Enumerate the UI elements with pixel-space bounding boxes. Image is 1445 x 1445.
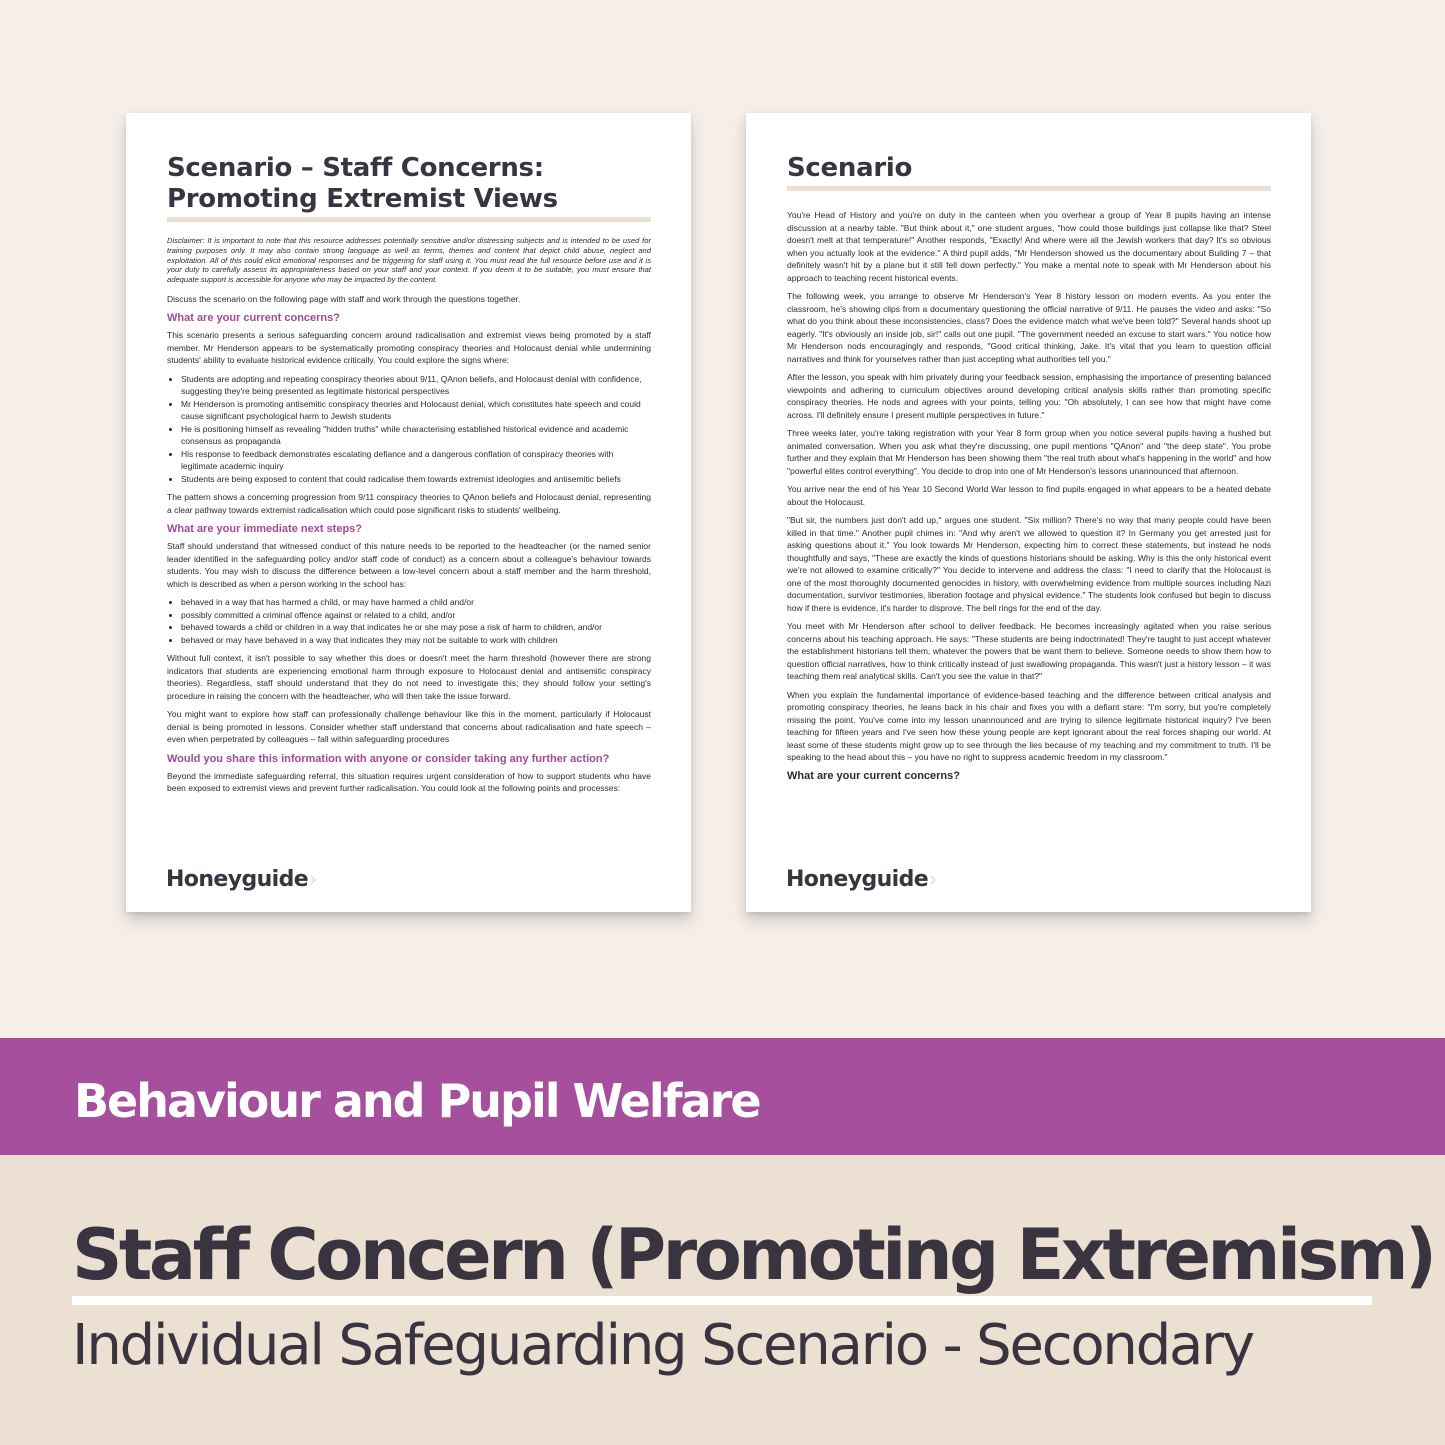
list-item: • Mr Henderson is promoting antisemitic conspiracy theories and Holocaust denial, which constitutes hate speech and could cause significant psychological harm to Jewish students <box>181 398 651 423</box>
document-page-right <box>746 113 1311 912</box>
document-page-left <box>126 113 691 912</box>
disclaimer-text: Disclaimer: It is important to note that this resource addresses potentially sensitive and/or distressing subjects and is intended to be used for training purposes only. It may also contain strong language as well as terms, themes and content that depict child abuse, neglect and exploitation. All of this could elicit emotional responses and be triggering for staff using it. You must read the full resource before use and it is your duty to carefully assess its appropriateness based on your staff and your context. If you deem it to be suitable, you must ensure that adequate support is accessible for anyone who may be impacted by the content. <box>167 236 651 285</box>
honeyguide-logo: Honeyguide› <box>786 867 937 892</box>
section-heading-next-steps: What are your immediate next steps? <box>167 523 362 536</box>
scenario-paragraph: You arrive near the end of his Year 10 Second World War lesson to find pupils engaged in what appears to be a heated debate about the Holocaust. <box>787 484 1271 507</box>
scenario-paragraph: The following week, you arrange to observe Mr Henderson's Year 8 history lesson on modern events. As you enter the classroom, he's showing clips from a documentary questioning the official narrative of 9/11. He pauses the video and asks: "So what do you think about these inconsistencies, class? Does the evidence match what we've been told?" Several hands shoot up eagerly. "It's obviously an inside job, sir!" calls out one pupil. "The government needed an excuse to start wars." You notice how Mr Henderson nods encouragingly and responds, "Good critical thinking, Jake. It's vital that you learn to question official narratives and think for yourselves rather than just accepting what authorities tell you." <box>787 291 1271 364</box>
category-label: Behaviour and Pupil Welfare <box>74 1074 760 1128</box>
list-item: • possibly committed a criminal offence against or related to a child, and/or <box>181 609 651 622</box>
scenario-paragraph: When you explain the fundamental importance of evidence-based teaching and the difference between critical analysis and promoting conspiracy theories, he leans back in his chair and fixes you with a defiant stare: "I'm sorry, but you're completely missing the point. You've come into my lesson unannounced and are trying to silence legitimate historical inquiry? I've been teaching for fifteen years and I've seen how these young people are kept ignorant about the real forces shaping our world. At least some of these students might grow up to see through the lies because of my teaching and my commitment to truth. I'll be speaking to the head about this – you have no right to suppress academic freedom in my classroom." <box>787 689 1271 762</box>
section-body: You might want to explore how staff can professionally challenge behaviour like this in the moment, particularly if Holocaust denial is being promoted in lessons. Consider whether staff understand that concerns about radicalisation and hate speech – even when perpetrated by colleagues – fall within safeguarding procedures <box>167 709 651 745</box>
honeyguide-logo: Honeyguide› <box>166 867 317 892</box>
list-item: • His response to feedback demonstrates escalating defiance and a dangerous conflation of conspiracy theories with legitimate academic inquiry <box>181 448 651 473</box>
section-heading-current-concerns: What are your current concerns? <box>167 312 340 325</box>
list-item: • behaved in a way that has harmed a child, or may have harmed a child and/or <box>181 596 651 609</box>
title-divider <box>787 186 1271 191</box>
intro-text: Discuss the scenario on the following page with staff and work through the questions together. <box>167 293 521 304</box>
list-item: • behaved towards a child or children in a way that indicates he or she may pose a risk of harm to children, and/or <box>181 621 651 634</box>
scenario-paragraph: Three weeks later, you're taking registration with your Year 8 form group when you notice several pupils having a hushed but animated conversation. When you ask what they're discussing, one pupil mentions "QAnon" and "the deep state". You probe further and they explain that Mr Henderson has been showing them "the real truth about what's happening in the world" and how "powerful elites control everything". You decide to drop into one of Mr Henderson's lessons unannounced that afternoon. <box>787 428 1271 476</box>
section-body: Beyond the immediate safeguarding referral, this situation requires urgent consideration of how to support students who have been exposed to extremist views and prevent further radicalisation. You could look at the following points and processes: <box>167 770 651 794</box>
title-underline <box>72 1296 1372 1305</box>
list-item: • He is positioning himself as revealing "hidden truths" while characterising established historical evidence and academic consensus as propaganda <box>181 423 651 448</box>
list-item: • behaved or may have behaved in a way that indicates they may not be suitable to work with children <box>181 634 651 647</box>
page-title: Scenario – Staff Concerns: Promoting Extremist Views <box>167 153 558 214</box>
harm-threshold-list <box>167 596 651 646</box>
chevron-right-icon: › <box>309 867 317 891</box>
section-body: The pattern shows a concerning progression from 9/11 conspiracy theories to QAnon beliefs and Holocaust denial, representing a clear pathway towards extremist radicalisation which could pose significant risks to students' wellbeing. <box>167 492 651 515</box>
product-title: Staff Concern (Promoting Extremism) <box>72 1214 1434 1296</box>
discussion-question: What are your current concerns? <box>787 769 960 782</box>
concerns-list <box>167 373 651 486</box>
section-body: Without full context, it isn't possible to say whether this does or doesn't meet the harm threshold (however there are strong indicators that students are experiencing emotional harm through exposure to Holocaust denial and antisemitic conspiracy theories). Regardless, staff should understand that they do not need to investigate this; they should follow your setting's procedure in raising the concern with the headteacher, who will then take the issue forward. <box>167 653 651 701</box>
section-heading-further-action: Would you share this information with anyone or consider taking any further action? <box>167 752 610 765</box>
scenario-paragraph: You meet with Mr Henderson after school to deliver feedback. He becomes increasingly agitated when you raise serious concerns about his teaching approach. He says: "These students are being indoctrinated! They're taught to just accept whatever the establishment historians tell them, whatever the powers that be want them to believe. Someone needs to show them how to question official narratives, how to think critically instead of just swallowing propaganda. This wasn't just a history lesson – it was teaching them real analytical skills. Can't you see the value in that?" <box>787 621 1271 681</box>
scenario-paragraph: "But sir, the numbers just don't add up," argues one student. "Six million? There's no way that many people could have been killed in that time." Another pupil chimes in: "And why aren't we allowed to question it? In Germany you get arrested just for asking questions about it." You look towards Mr Henderson, expecting him to correct these statements, but instead he nods thoughtfully and says, "These are exactly the kinds of questions historians should be asking. Why is this the only historical event we're not allowed to examine critically?" You decide to intervene and address the class: "I need to clarify that the Holocaust is one of the most thoroughly documented genocides in history, with overwhelming evidence from multiple sources including Nazi documentation, survivor testimonies, liberation footage and physical evidence." The students look confused but begin to discuss how if there is evidence, it's harder to disprove. The bell rings for the end of the day. <box>787 515 1271 613</box>
chevron-right-icon: › <box>929 867 937 891</box>
page-title: Scenario <box>787 153 913 183</box>
list-item: • Students are adopting and repeating conspiracy theories about 9/11, QAnon beliefs, and Holocaust denial with confidence, suggesting they're being presented as legitimate historical perspectives <box>181 373 651 398</box>
section-body: Staff should understand that witnessed conduct of this nature needs to be reported to the headteacher (or the named senior leader identified in the safeguarding policy and/or staff code of conduct) as a concern about a colleague's behaviour towards students. You may wish to discuss the difference between a low-level concern about a staff member and the harm threshold, which is described as when a person working in the school has: <box>167 541 651 589</box>
scenario-paragraph: You're Head of History and you're on duty in the canteen when you overhear a group of Year 8 pupils having an intense discussion at a nearby table. "But think about it," one student argues, "how could those buildings just collapse like that? Steel doesn't melt at that temperature!" Another responds, "Exactly! And where were all the Jewish workers that day? It's so obvious when you actually look at the evidence." A third pupil adds, "Mr Henderson showed us the documentary about Building 7 – that definitely wasn't hit by a plane but it still fell down perfectly." You make a mental note to speak with Mr Henderson about his approach to teaching recent historical events. <box>787 210 1271 283</box>
product-subtitle: Individual Safeguarding Scenario - Secondary <box>72 1313 1253 1378</box>
scenario-paragraph: After the lesson, you speak with him privately during your feedback session, emphasising the importance of presenting balanced viewpoints and adhering to curriculum objectives around developing critical analysis skills rather than promoting specific conspiracy theories. He nods and agrees with your points, telling you: "Oh absolutely, I can see how that might have come across. I'll definitely ensure I present multiple perspectives in future." <box>787 372 1271 420</box>
title-divider <box>167 217 651 222</box>
list-item: • Students are being exposed to content that could radicalise them towards extremist ideologies and antisemitic beliefs <box>181 473 651 486</box>
section-body: This scenario presents a serious safeguarding concern around radicalisation and extremist views being promoted by a staff member. Mr Henderson appears to be systematically promoting conspiracy theories and Holocaust denial while undermining students' ability to evaluate historical evidence critically. You could explore the signs where: <box>167 330 651 366</box>
